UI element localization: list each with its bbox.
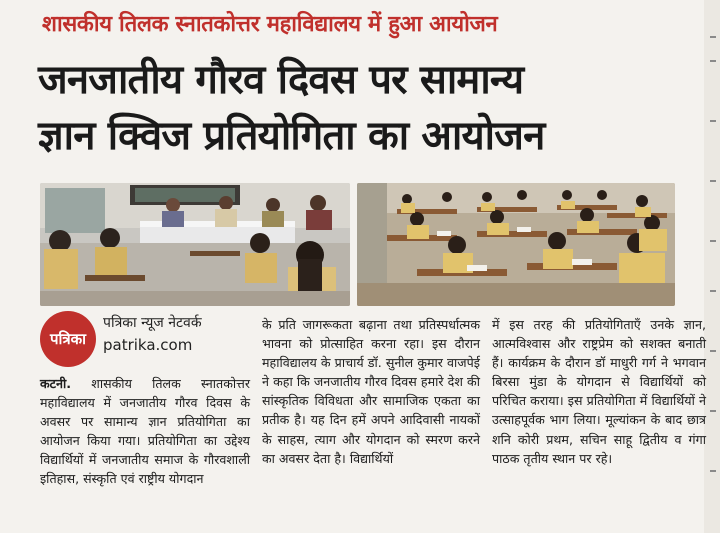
headline-line-2: ज्ञान क्विज प्रतियोगिता का आयोजन — [38, 113, 545, 159]
article-headline — [38, 52, 678, 164]
article-column-3-text: में इस तरह की प्रतियोगिताएँ उनके ज्ञान, आत्मविश्वास और राष्ट्रप्रेम को सशक्त बनाती हैं। कार्यक्रम के दौरान डॉ माधुरी गर्ग ने भगवान बिरसा मुंडा के योगदान से विद्यार्थियों को परिचित कराया। इस प्रतियोगिता में विद्यार्थियों ने उत्साहपूर्वक भाग लिया। मूल्यांकन के बाद छात्र शनि कोरी प्रथम, सचिन साहू द्वितीय व गंगा पाठक तृतीय स्थान पर रहे। — [492, 317, 706, 466]
article-column-2 — [262, 315, 480, 468]
article-dateline: कटनी. — [40, 376, 72, 391]
byline — [103, 312, 202, 356]
article-column-1 — [40, 374, 250, 489]
article-column-2-text: के प्रति जागरूकता बढ़ाना तथा प्रतिस्पर्धात्मक भावना को प्रोत्साहित करना रहा। इस दौरान महाविद्यालय के प्राचार्य डॉ. सुनील कुमार वाजपेई ने कहा कि जनजातीय गौरव दिवस हमारे देश की सांस्कृतिक विविधता और सामाजिक एकता का प्रतीक है। यह दिन हमें अपने आदिवासी नायकों के साहस, त्याग और योगदान को स्मरण करने का अवसर देता है। विद्यार्थियों — [262, 317, 480, 466]
headline-line-1: जनजातीय गौरव दिवस पर सामान्य — [38, 57, 524, 103]
article-column-1-text: शासकीय तिलक स्नातकोत्तर महाविद्यालय में जनजातीय गौरव दिवस के अवसर पर सामान्य ज्ञान प्रतियोगिता का आयोजन किया गया। प्रतियोगिता का उद्देश्य विद्यार्थियों में जनजातीय समाज के गौरवशाली इतिहास, संस्कृति एवं राष्ट्रीय योगदान — [40, 376, 250, 487]
article-column-3 — [492, 315, 706, 468]
article-kicker: शासकीय तिलक स्नातकोत्तर महाविद्यालय में हुआ आयोजन — [42, 12, 498, 37]
exam-hall-photo — [357, 183, 675, 306]
stage-audience-photo — [40, 183, 350, 306]
byline-network: पत्रिका न्यूज नेटवर्क — [103, 315, 202, 331]
adjacent-page-edge — [704, 0, 720, 533]
patrika-logo: पत्रिका — [40, 311, 96, 367]
byline-url: patrika.com — [103, 336, 193, 354]
